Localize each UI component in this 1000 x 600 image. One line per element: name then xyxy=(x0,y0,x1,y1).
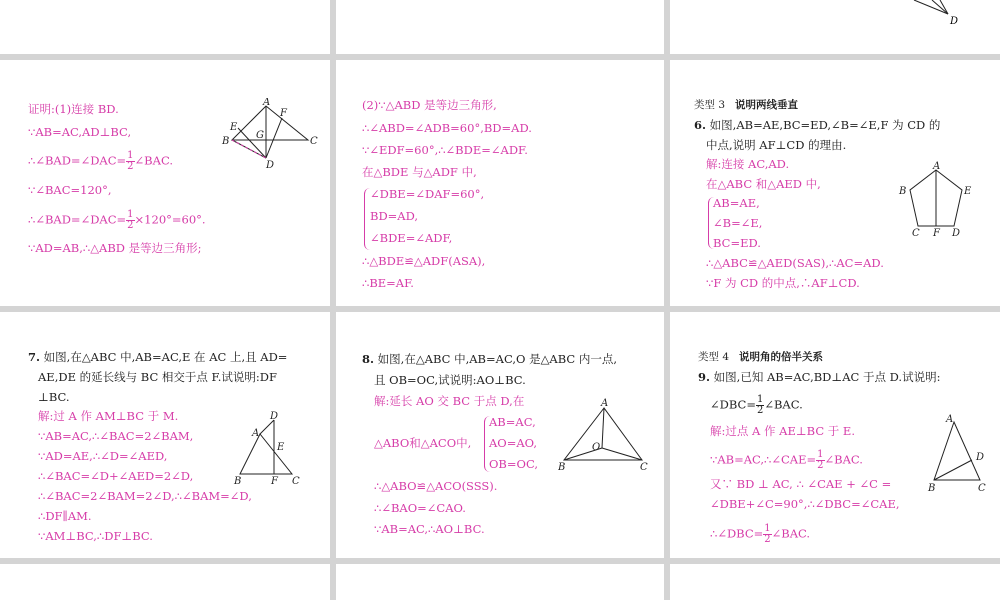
q6-sol-3: ∴△ABC≌△AED(SAS),∴AC=AD. xyxy=(706,256,884,270)
q8-sol-2: △ABO和△ACO中, xyxy=(374,436,472,450)
q8-brace-3: OB=OC, xyxy=(489,457,538,471)
q6-brace-3: BC=ED. xyxy=(713,236,761,250)
fraction-half: $\frac{1}{2}$ xyxy=(127,150,134,172)
proof-line-1: 证明:(1)连接 BD. xyxy=(28,102,119,116)
q7-sol-1: 解:过 A 作 AM⊥BC 于 M. xyxy=(38,409,179,423)
figure-q8 xyxy=(558,398,650,478)
q8-brace-2: AO=AO, xyxy=(489,436,538,450)
proof2-line-2: ∴∠ABD=∠ADB=60°,BD=AD. xyxy=(362,121,532,135)
fig7-label-b: B xyxy=(234,476,242,487)
fraction-half: $\frac{1}{2}$ xyxy=(764,523,771,545)
q7-sol-4: ∴∠BAC=∠D+∠AED=2∠D, xyxy=(38,469,194,483)
panel-bottom-right xyxy=(670,564,1000,600)
top-figure xyxy=(902,0,962,30)
fig6-label-e: E xyxy=(964,186,972,197)
panel-q8 xyxy=(336,312,664,558)
fig1-label-f: F xyxy=(280,108,287,119)
q7-line-2: AE,DE 的延长线与 BC 相交于点 F.试说明:DF xyxy=(38,370,277,384)
fraction-half: $\frac{1}{2}$ xyxy=(817,449,824,471)
fig8-label-a: A xyxy=(601,398,609,409)
q9-sol-5: ∴∠DBC= $\frac{1}{2}$ ∠BAC. xyxy=(710,523,811,545)
fig1-label-e: E xyxy=(230,122,238,133)
fig1-label-a: A xyxy=(263,98,271,108)
q6-brace-1: AB=AE, xyxy=(713,196,760,210)
q7-sol-7: ∵AM⊥BC,∴DF⊥BC. xyxy=(38,529,153,543)
q6-sol-4: ∵F 为 CD 的中点,∴AF⊥CD. xyxy=(706,276,860,290)
q7-sol-5: ∴∠BAC=2∠BAM=2∠D,∴∠BAM=∠D, xyxy=(38,489,252,503)
fig1-label-c: C xyxy=(310,136,318,147)
proof-line-6: ∵AD=AB,∴△ABD 是等边三角形; xyxy=(28,241,202,255)
panel-top-middle xyxy=(336,0,664,54)
fraction-half: $\frac{1}{2}$ xyxy=(756,394,764,416)
q7-line-1: 7. 如图,在△ABC 中,AB=AC,E 在 AC 上,且 AD= xyxy=(28,350,288,364)
top-fig-label-d: D xyxy=(950,16,959,27)
proof-line-2: ∵AB=AC,AD⊥BC, xyxy=(28,125,132,139)
fig7-label-d: D xyxy=(270,411,279,422)
q8-line-2: 且 OB=OC,试说明:AO⊥BC. xyxy=(374,373,526,387)
figure-q9 xyxy=(926,410,996,498)
proof2-brace-3: ∠BDE=∠ADF, xyxy=(370,231,453,245)
fig6-label-d: D xyxy=(952,228,961,239)
panel-proof-part2 xyxy=(336,60,664,306)
q6-line-2: 中点,说明 AF⊥CD 的理由. xyxy=(706,138,847,152)
figure-pentagon xyxy=(896,160,976,242)
q7-sol-3: ∵AD=AE,∴∠D=∠AED, xyxy=(38,449,168,463)
proof2-line-6: ∴BE=AF. xyxy=(362,276,414,290)
fig1-label-d: D xyxy=(266,160,275,168)
panel-proof-part1 xyxy=(0,60,330,306)
q9-sol-2: ∵AB=AC,∴∠CAE= $\frac{1}{2}$ ∠BAC. xyxy=(710,449,863,471)
proof2-line-4: 在△BDE 与△ADF 中, xyxy=(362,165,477,179)
q6-sol-1: 解:连接 AC,AD. xyxy=(706,157,790,171)
q8-brace-1: AB=AC, xyxy=(489,415,536,429)
fig7-label-f: F xyxy=(271,476,278,487)
fig7-label-a: A xyxy=(252,428,260,439)
q7-sol-2: ∵AB=AC,∴∠BAC=2∠BAM, xyxy=(38,429,194,443)
proof2-brace-1: ∠DBE=∠DAF=60°, xyxy=(370,187,485,201)
q8-sol-5: ∵AB=AC,∴AO⊥BC. xyxy=(374,522,485,536)
q8-sol-3: ∴△ABO≌△ACO(SSS). xyxy=(374,479,498,493)
proof2-line-5: ∴△BDE≌△ADF(ASA), xyxy=(362,254,486,268)
q7-line-3: ⊥BC. xyxy=(38,390,70,404)
fig1-label-g: G xyxy=(256,130,264,141)
proof-line-3: ∴∠BAD=∠DAC= $\frac{1}{2}$ ∠BAC. xyxy=(28,150,173,172)
proof2-line-3: ∵∠EDF=60°,∴∠BDE=∠ADF. xyxy=(362,143,528,157)
fig7-label-e: E xyxy=(277,442,285,453)
fig6-label-f: F xyxy=(933,228,940,239)
q9-line-2: ∠DBC= $\frac{1}{2}$ ∠BAC. xyxy=(710,394,803,416)
fig8-label-c: C xyxy=(640,462,648,473)
fraction-half: $\frac{1}{2}$ xyxy=(127,209,134,231)
type4-heading: 类型 4 说明角的倍半关系 xyxy=(698,351,824,363)
q6-sol-2: 在△ABC 和△AED 中, xyxy=(706,177,821,191)
panel-bottom-left xyxy=(0,564,330,600)
fig9-label-d: D xyxy=(976,452,985,463)
fig8-label-o: O xyxy=(592,442,601,453)
fig7-label-c: C xyxy=(292,476,300,487)
q6-brace-2: ∠B=∠E, xyxy=(713,216,763,230)
figure-triangle-1 xyxy=(220,98,320,168)
panel-bottom-middle xyxy=(336,564,664,600)
q8-line-1: 8. 如图,在△ABC 中,AB=AC,O 是△ABC 内一点, xyxy=(362,352,617,366)
q7-sol-6: ∴DF∥AM. xyxy=(38,509,92,523)
q9-sol-3: 又∵ BD ⊥ AC, ∴ ∠CAE + ∠C = xyxy=(710,477,892,491)
fig6-label-b: B xyxy=(899,186,907,197)
proof2-line-1: (2)∵△ABD 是等边三角形, xyxy=(362,98,497,112)
fig9-label-c: C xyxy=(978,483,986,494)
panel-q7 xyxy=(0,312,330,558)
proof2-brace-2: BD=AD, xyxy=(370,209,419,223)
q8-sol-1: 解:延长 AO 交 BC 于点 D,在 xyxy=(374,394,525,408)
fig9-label-a: A xyxy=(946,414,954,425)
fig1-label-b: B xyxy=(222,136,230,147)
q6-line-1: 6. 如图,AB=AE,BC=ED,∠B=∠E,F 为 CD 的 xyxy=(694,118,941,132)
fig9-label-b: B xyxy=(928,483,936,494)
q9-line-1: 9. 如图,已知 AB=AC,BD⊥AC 于点 D.试说明: xyxy=(698,370,941,384)
proof-line-5: ∴∠BAD=∠DAC= $\frac{1}{2}$ ×120°=60°. xyxy=(28,209,206,231)
fig6-label-c: C xyxy=(912,228,920,239)
panel-top-right xyxy=(670,0,1000,54)
panel-type3 xyxy=(670,60,1000,306)
proof-line-4: ∵∠BAC=120°, xyxy=(28,183,112,197)
fig6-label-a: A xyxy=(933,161,941,172)
q8-sol-4: ∴∠BAO=∠CAO. xyxy=(374,501,466,515)
fig8-label-b: B xyxy=(558,462,566,473)
panel-type4 xyxy=(670,312,1000,558)
figure-q7 xyxy=(230,410,310,490)
q9-sol-1: 解:过点 A 作 AE⊥BC 于 E. xyxy=(710,424,855,438)
type3-heading: 类型 3 说明两线垂直 xyxy=(694,99,799,111)
panel-top-left xyxy=(0,0,330,54)
q9-sol-4: ∠DBE+∠C=90°,∴∠DBC=∠CAE, xyxy=(710,497,900,511)
